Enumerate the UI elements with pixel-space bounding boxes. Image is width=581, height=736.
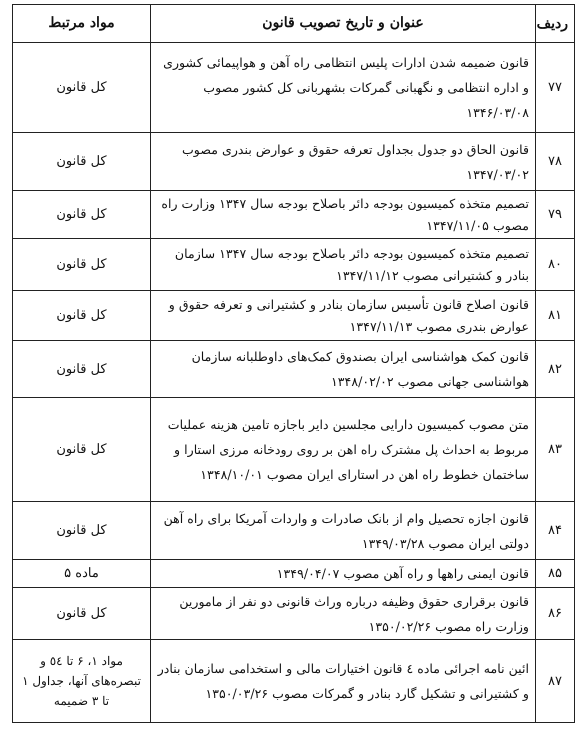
table-row xyxy=(13,191,575,239)
header-law-title: عنوان و تاریخ تصویب قانون xyxy=(151,5,536,43)
table-row xyxy=(13,239,575,291)
law-title: قانون برقراری حقوق وظیفه درباره وراث قانونی دو نفر از مامورین وزارت راه مصوب ۱۳۵۰/۰۲/۲۶ xyxy=(151,588,536,640)
row-number: ۸۷ xyxy=(536,640,575,723)
table-row xyxy=(13,133,575,191)
table-row xyxy=(13,398,575,502)
related-articles: کل قانون xyxy=(13,588,151,640)
related-articles: کل قانون xyxy=(13,398,151,502)
related-articles: مواد ۱، ۶ تا ٥٤ و تبصره‌های آنها، جداول ۱ تا ۳ ضمیمه xyxy=(13,640,151,723)
related-articles: کل قانون xyxy=(13,43,151,133)
row-number: ۷۸ xyxy=(536,133,575,191)
table-row xyxy=(13,291,575,341)
row-number: ۸۱ xyxy=(536,291,575,341)
table-row xyxy=(13,588,575,640)
law-title: قانون ضمیمه شدن ادارات پلیس انتظامی راه آهن و هواپیمائی کشوری و اداره انتظامی و نگهبانی گمرکات بشهربانی کل کشور مصوب ۱۳۴۶/۰۳/۰۸ xyxy=(151,43,536,133)
law-title: تصمیم متخذه کمیسیون بودجه دائر باصلاح بودجه سال ۱۳۴۷ وزارت راه مصوب ۱۳۴۷/۱۱/۰۵ xyxy=(151,191,536,239)
row-number: ۸۳ xyxy=(536,398,575,502)
law-title: قانون اصلاح قانون تأسیس سازمان بنادر و کشتیرانی و تعرفه حقوق و عوارض بندری مصوب ۱۳۴۷/۱۱/۱۳ xyxy=(151,291,536,341)
table-row xyxy=(13,43,575,133)
law-title: ائین نامه اجرائی ماده ٤ قانون اختیارات مالی و استخدامی سازمان بنادر و کشتیرانی و تشکیل گارد بنادر و گمرکات مصوب ۱۳۵۰/۰۳/۲۶ xyxy=(151,640,536,723)
header-row-number: ردیف xyxy=(536,5,575,43)
related-articles: کل قانون xyxy=(13,291,151,341)
table-row xyxy=(13,640,575,723)
related-articles: کل قانون xyxy=(13,239,151,291)
related-articles: کل قانون xyxy=(13,341,151,398)
related-articles: کل قانون xyxy=(13,502,151,560)
law-title: تصمیم متخذه کمیسیون بودجه دائر باصلاح بودجه سال ۱۳۴۷ سازمان بنادر و کشتیرانی مصوب ۱۳۴۷/۱۱/۱۲ xyxy=(151,239,536,291)
row-number: ۸۲ xyxy=(536,341,575,398)
law-title: متن مصوب کمیسیون دارایی مجلسین دایر باجازه تامین هزینه عملیات مربوط به احداث پل مشترک راه اهن بر روی رودخانه مرزی استارا و ساختمان خطوط راه اهن در استارای ایران مصوب ۱۳۴۸/۱۰/۰۱ xyxy=(151,398,536,502)
header-row xyxy=(13,5,575,43)
law-title: قانون ایمنی راهها و راه آهن مصوب ۱۳۴۹/۰۴/۰۷ xyxy=(151,560,536,588)
row-number: ۷۹ xyxy=(536,191,575,239)
row-number: ۸۰ xyxy=(536,239,575,291)
table-row xyxy=(13,560,575,588)
row-number: ۸۶ xyxy=(536,588,575,640)
row-number: ۸۴ xyxy=(536,502,575,560)
laws-table xyxy=(12,4,575,723)
related-articles: ماده ۵ xyxy=(13,560,151,588)
table-row xyxy=(13,341,575,398)
law-title: قانون الحاق دو جدول بجداول تعرفه حقوق و عوارض بندری مصوب ۱۳۴۷/۰۳/۰۲ xyxy=(151,133,536,191)
table-row xyxy=(13,502,575,560)
law-title: قانون کمک هواشناسی ایران بصندوق کمک‌های داوطلبانه سازمان هواشناسی جهانی مصوب ۱۳۴۸/۰۲/۰۲ xyxy=(151,341,536,398)
law-title: قانون اجازه تحصیل وام از بانک صادرات و واردات آمریکا برای راه آهن دولتی ایران مصوب ۱۳۴۹/۰۳/۲۸ xyxy=(151,502,536,560)
row-number: ۸۵ xyxy=(536,560,575,588)
related-articles: کل قانون xyxy=(13,133,151,191)
header-related-articles: مواد مرتبط xyxy=(13,5,151,43)
row-number: ۷۷ xyxy=(536,43,575,133)
related-articles: کل قانون xyxy=(13,191,151,239)
